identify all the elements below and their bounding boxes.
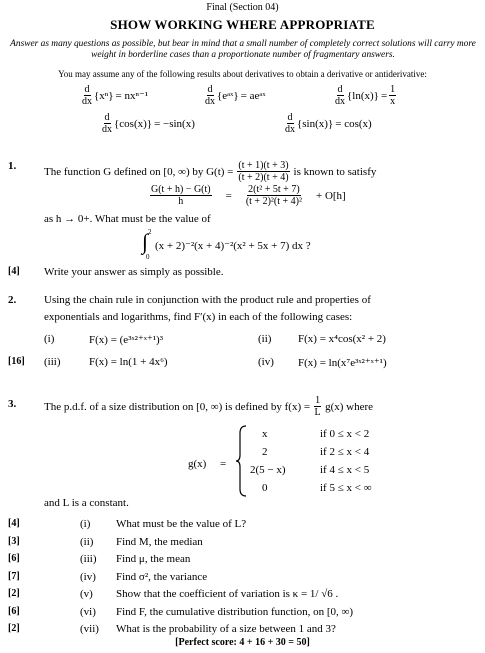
derivative-cos: $\frac{d}{dx}$ {cos(x)} = −sin(x)	[102, 112, 195, 135]
part-mark: [6]	[8, 605, 20, 617]
derivative-ln: $\frac{d}{dx}$ {ln(x)} = $\frac{1}{x}$	[335, 84, 396, 107]
question-1-question: as h → 0+. What must be the value of	[44, 213, 211, 225]
part-number: (iv)	[80, 570, 96, 583]
part-number: (v)	[80, 588, 93, 600]
integral-upper: 2	[148, 228, 152, 236]
section-header: Final (Section 04)	[206, 2, 279, 13]
case-expression: 2(5 − x)	[250, 464, 286, 476]
question-1-number: 1.	[8, 160, 17, 172]
part-mark: [2]	[8, 623, 20, 634]
question-2-line1: Using the chain rule in conjunction with the product rule and properties of	[44, 294, 371, 306]
case-iv-label: (iv)	[258, 356, 274, 368]
case-ii-label: (ii)	[258, 333, 272, 345]
case-expression: 0	[262, 482, 268, 494]
case-ii-formula: F(x) = x⁴cos(x² + 2)	[298, 333, 386, 345]
case-iii-formula: F(x) = ln(1 + 4x⁶)	[89, 356, 168, 368]
question-2-line2: exponentials and logarithms, find F′(x) in each of the following cases:	[44, 311, 353, 323]
question-1-equation: $\frac{G(t + h) - G(t)}{h}$ = $\frac{\text{2(t² + 5t + 7)}}{\text{(t + 2)²(t + 4)²}}$ + O[h]	[151, 184, 346, 207]
part-mark: [7]	[8, 570, 20, 582]
question-2-number: 2.	[8, 294, 17, 306]
part-text: What is the probability of a size between 1 and 3?	[116, 623, 336, 635]
case-i-formula: F(x) = (e³ˣ²⁺ˣ⁺¹)³	[89, 334, 164, 346]
part-number: (vi)	[80, 605, 96, 618]
gx-label: g(x)	[188, 458, 207, 470]
page-title: SHOW WORKING WHERE APPROPRIATE	[110, 17, 375, 32]
question-1-mark: [4]	[8, 266, 20, 277]
instructions: Answer as many questions as possible, but bear in mind that a small number of completely correct solutions will carry more weight in borderline cases than a proportionate number of fragmentary answers.	[10, 39, 476, 60]
gx-equals: =	[220, 458, 227, 470]
case-i-label: (i)	[44, 333, 55, 345]
part-mark: [3]	[8, 535, 20, 547]
case-expression: 2	[262, 446, 268, 458]
perfect-score: [Perfect score: 4 + 16 + 30 = 50]	[175, 637, 310, 648]
question-1-lead: The function G defined on [0, ∞) by G(t) = $\frac{(t + 1)(t + 3)}{(t + 2)(t + 4)}$ is known to satisfy	[44, 160, 377, 183]
question-1-note: Write your answer as simply as possible.	[44, 266, 224, 278]
part-text: Find μ, the mean	[116, 553, 191, 565]
case-iii-label: (iii)	[44, 356, 61, 368]
part-mark: [6]	[8, 553, 20, 564]
part-mark: [2]	[8, 588, 20, 599]
case-condition: if 2 ≤ x < 4	[320, 446, 370, 458]
cases-brace	[236, 425, 248, 497]
constant-note: and L is a constant.	[44, 497, 129, 509]
case-condition: if 0 ≤ x < 2	[320, 428, 370, 440]
part-number: (i)	[80, 518, 91, 530]
assumption-note: You may assume any of the following results about derivatives to obtain a derivative or antiderivative:	[58, 69, 427, 79]
part-number: (ii)	[80, 535, 94, 548]
part-text: Find M, the median	[116, 535, 203, 548]
case-condition: if 4 ≤ x < 5	[320, 464, 370, 476]
integral-lower: 0	[146, 253, 150, 261]
integral-sign: ∫	[142, 229, 149, 254]
part-number: (iii)	[80, 553, 97, 565]
part-text: Find F, the cumulative distribution function, on [0, ∞)	[116, 605, 354, 618]
part-mark: [4]	[8, 518, 20, 529]
part-text: What must be the value of L?	[116, 518, 247, 530]
case-condition: if 5 ≤ x < ∞	[320, 482, 372, 494]
part-text: Find σ², the variance	[116, 570, 208, 583]
derivative-sin: $\frac{d}{dx}$ {sin(x)} = cos(x)	[285, 112, 372, 135]
part-number: (vii)	[80, 623, 99, 635]
part-text: Show that the coefficient of variation is κ = 1/ √6 .	[116, 588, 339, 600]
case-iv-formula: F(x) = ln(x⁷e³ˣ²⁺ˣ⁺¹)	[298, 357, 387, 369]
question-2-mark: [16]	[8, 356, 25, 367]
question-3-number: 3.	[8, 398, 17, 410]
integrand: (x + 2)⁻²(x + 4)⁻²(x² + 5x + 7) dx ?	[155, 240, 311, 252]
derivative-power: $\frac{d}{dx}$ {xⁿ} = nxⁿ⁻¹	[82, 84, 149, 107]
case-expression: x	[262, 428, 268, 440]
question-3-lead: The p.d.f. of a size distribution on [0, ∞) is defined by f(x) = $\frac{1}{L}$ g(x) where	[44, 395, 374, 418]
derivative-exp: $\frac{d}{dx}$ {eᵃˣ} = aeᵃˣ	[205, 84, 266, 107]
